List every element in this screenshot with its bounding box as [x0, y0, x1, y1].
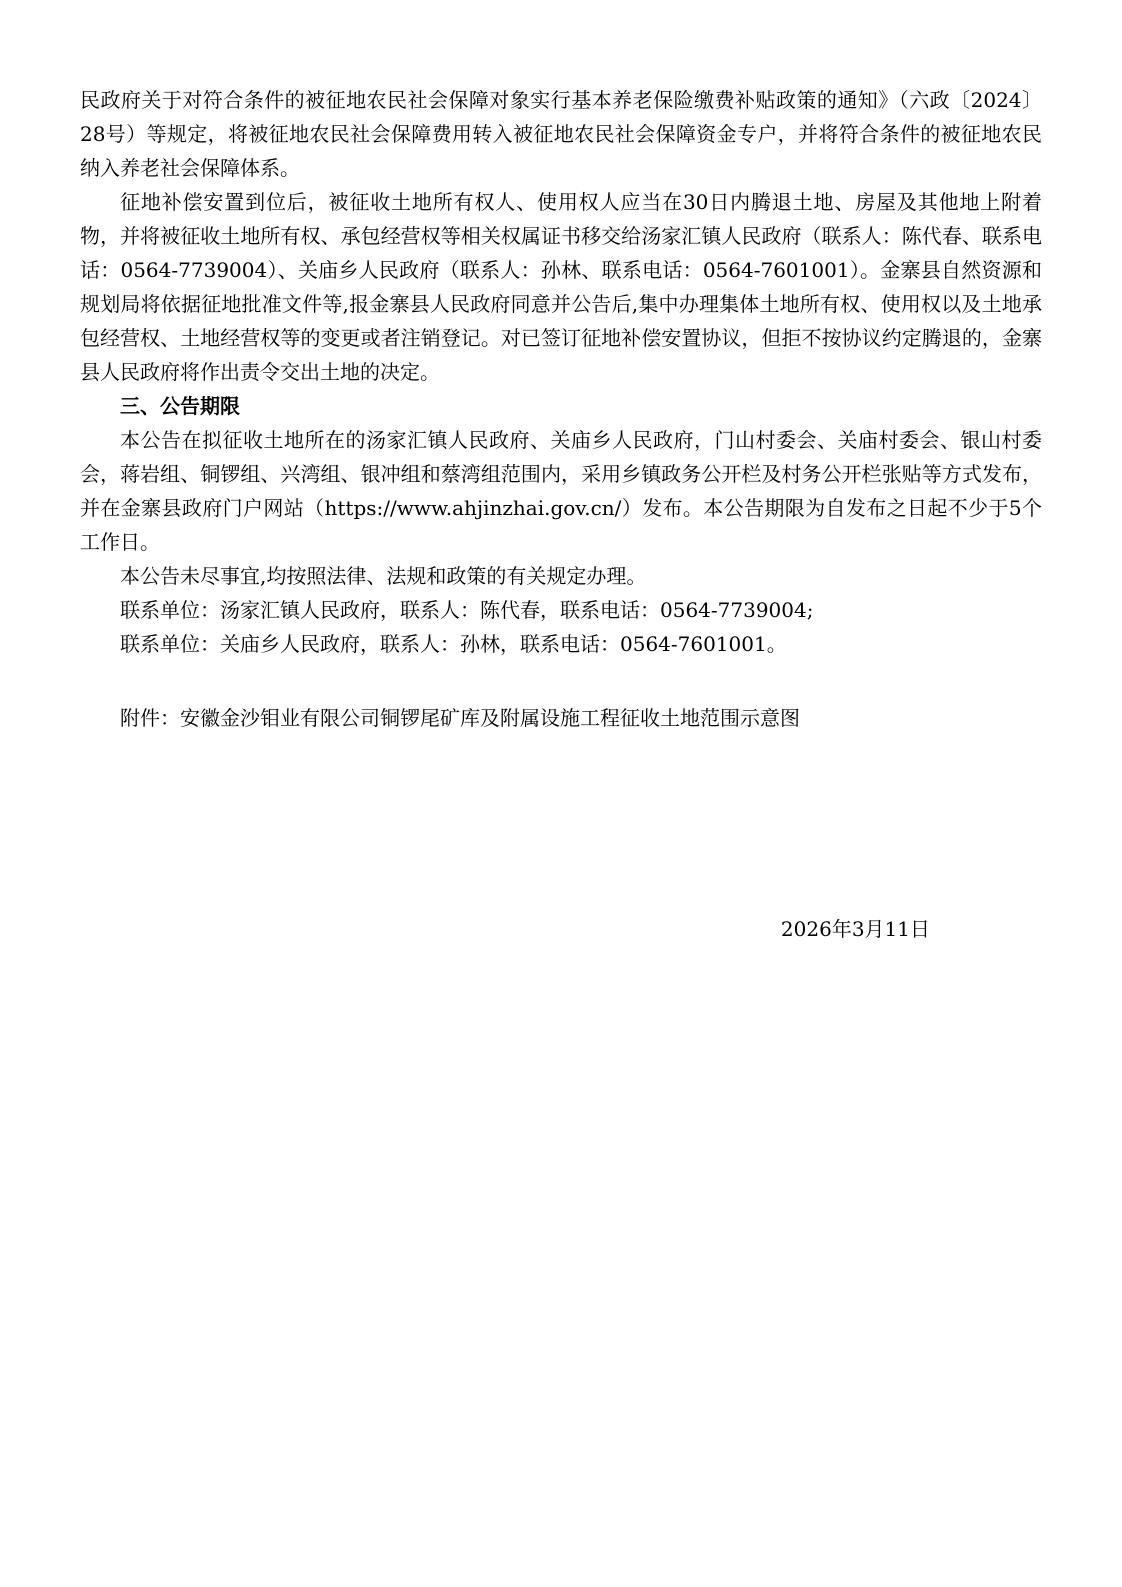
- document-body: [80, 83, 1042, 735]
- paragraph-land-handover: 征地补偿安置到位后，被征收土地所有权人、使用权人应当在30日内腾退土地、房屋及其他地上附着物，并将被征收土地所有权、承包经营权等相关权属证书移交给汤家汇镇人民政府（联系人：陈代春、联系电话：0564-7739004）、关庙乡人民政府（联系人：孙林、联系电话：0564-7601001）。金寨县自然资源和规划局将依据征地批准文件等,报金寨县人民政府同意并公告后,集中办理集体土地所有权、使用权以及土地承包经营权、土地经营权等的变更或者注销登记。对已签订征地补偿安置协议，但拒不按协议约定腾退的，金寨县人民政府将作出责令交出土地的决定。: [80, 190, 1042, 384]
- paragraph-social-security: 民政府关于对符合条件的被征地农民社会保障对象实行基本养老保险缴费补贴政策的通知》（六政〔2024〕28号）等规定，将被征地农民社会保障费用转入被征地农民社会保障资金专户，并将符合条件的被征地农民纳入养老社会保障体系。: [80, 88, 1042, 180]
- contact-line-tangjiahui: 联系单位：汤家汇镇人民政府，联系人：陈代春，联系电话：0564-7739004;: [120, 598, 814, 622]
- attachment-line: 附件：安徽金沙钼业有限公司铜锣尾矿库及附属设施工程征收土地范围示意图: [120, 706, 800, 730]
- spacer: [80, 661, 1042, 701]
- paragraph-other-matters: 本公告未尽事宜,均按照法律、法规和政策的有关规定办理。: [120, 564, 647, 588]
- document-date: 2026年3月11日: [780, 917, 930, 941]
- contact-line-guanmiao: 联系单位：关庙乡人民政府，联系人：孙林，联系电话：0564-7601001。: [120, 632, 787, 656]
- paragraph-announcement-scope: 本公告在拟征收土地所在的汤家汇镇人民政府、关庙乡人民政府，门山村委会、关庙村委会、银山村委会，蒋岩组、铜锣组、兴湾组、银冲组和蔡湾组范围内，采用乡镇政务公开栏及村务公开栏张贴等方式发布，并在金寨县政府门户网站（https://www.ahjinzhai.gov.cn/）发布。本公告期限为自发布之日起不少于5个工作日。: [80, 428, 1042, 554]
- section-heading-announcement-period: 三、公告期限: [120, 394, 240, 418]
